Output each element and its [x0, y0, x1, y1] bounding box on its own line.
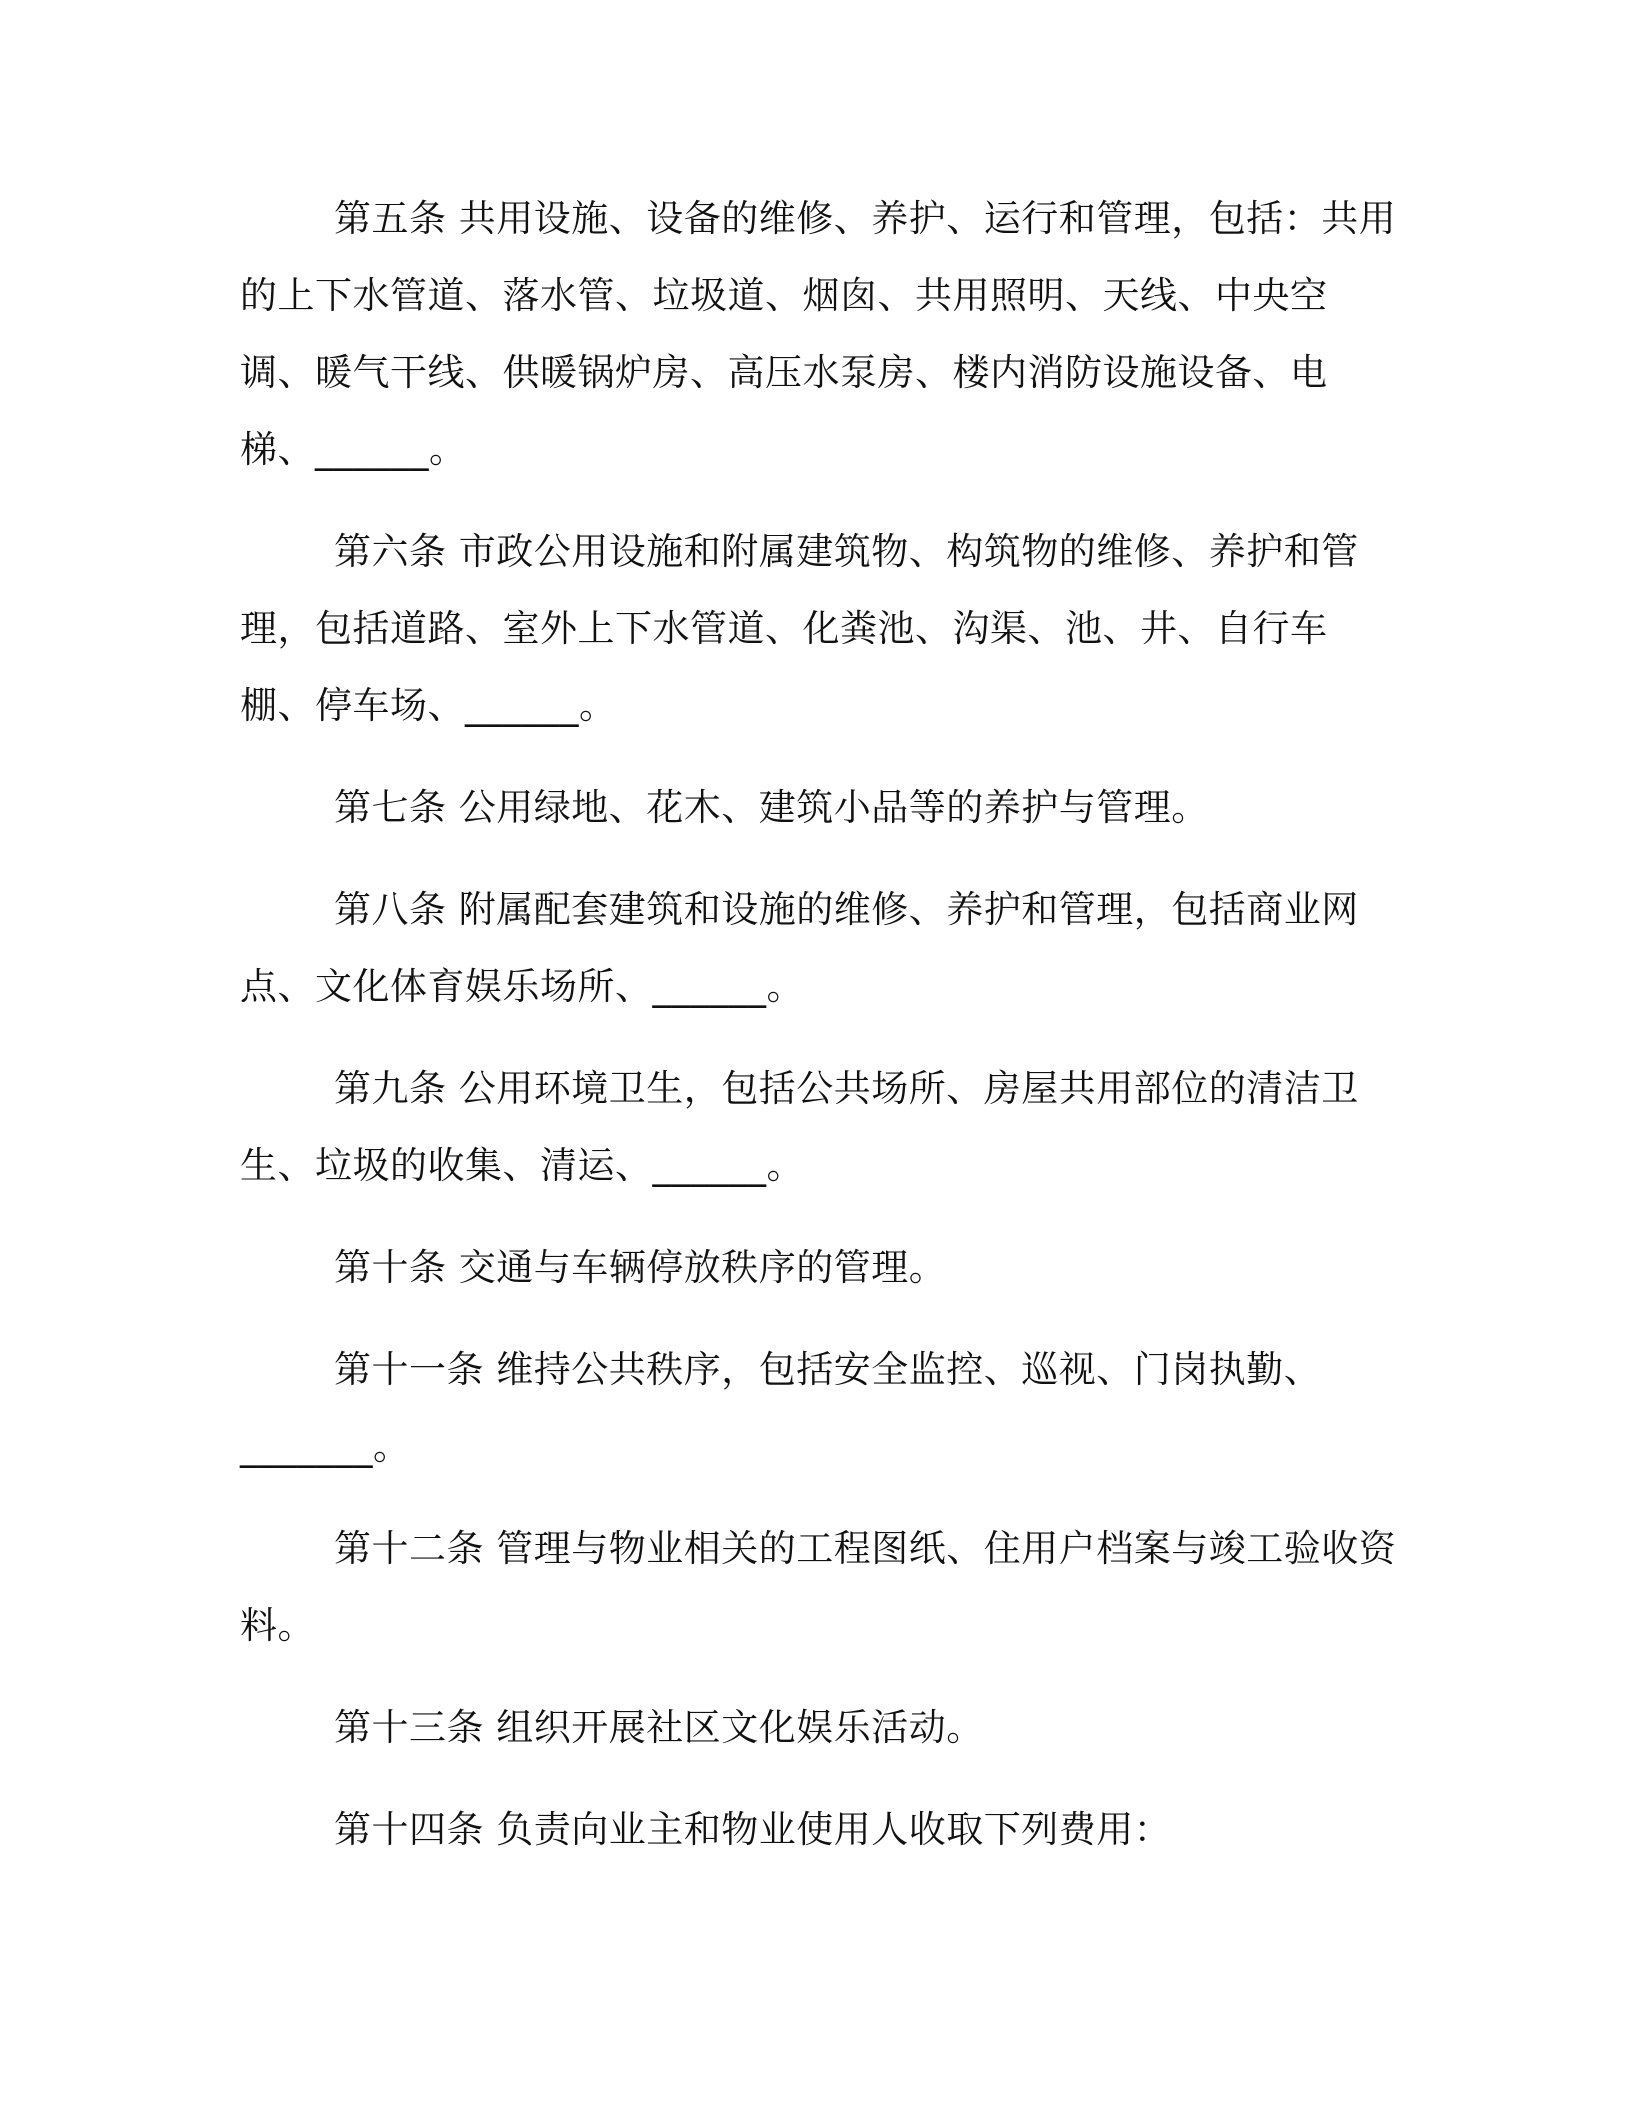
article-7-paragraph: 第七条 公用绿地、花木、建筑小品等的养护与管理。: [334, 786, 1209, 829]
article-8-paragraph: 第八条 附属配套建筑和设施的维修、养护和管理，包括商业网点、文化体育娱乐场所、______。: [240, 888, 1359, 1008]
article-5-paragraph: 第五条 共用设施、设备的维修、养护、运行和管理，包括：共用的上下水管道、落水管、垃圾道、烟囱、共用照明、天线、中央空调、暖气干线、供暖锅炉房、高压水泵房、楼内消防设施设备、电梯、______。: [240, 197, 1397, 471]
article-14-paragraph: 第十四条 负责向业主和物业使用人收取下列费用：: [334, 1808, 1172, 1851]
article-11-paragraph: 第十一条 维持公共秩序，包括安全监控、巡视、门岗执勤、_______。: [240, 1348, 1322, 1468]
article-10-paragraph: 第十条 交通与车辆停放秩序的管理。: [334, 1246, 947, 1289]
document-body: [240, 180, 1400, 1868]
article-13-paragraph: 第十三条 组织开展社区文化娱乐活动。: [334, 1706, 984, 1749]
article-12-paragraph: 第十二条 管理与物业相关的工程图纸、住用户档案与竣工验收资料。: [240, 1527, 1397, 1647]
article-9-paragraph: 第九条 公用环境卫生，包括公共场所、房屋共用部位的清洁卫生、垃圾的收集、清运、______。: [240, 1067, 1359, 1187]
article-6-paragraph: 第六条 市政公用设施和附属建筑物、构筑物的维修、养护和管理，包括道路、室外上下水管道、化粪池、沟渠、池、井、自行车棚、停车场、______。: [240, 530, 1359, 727]
